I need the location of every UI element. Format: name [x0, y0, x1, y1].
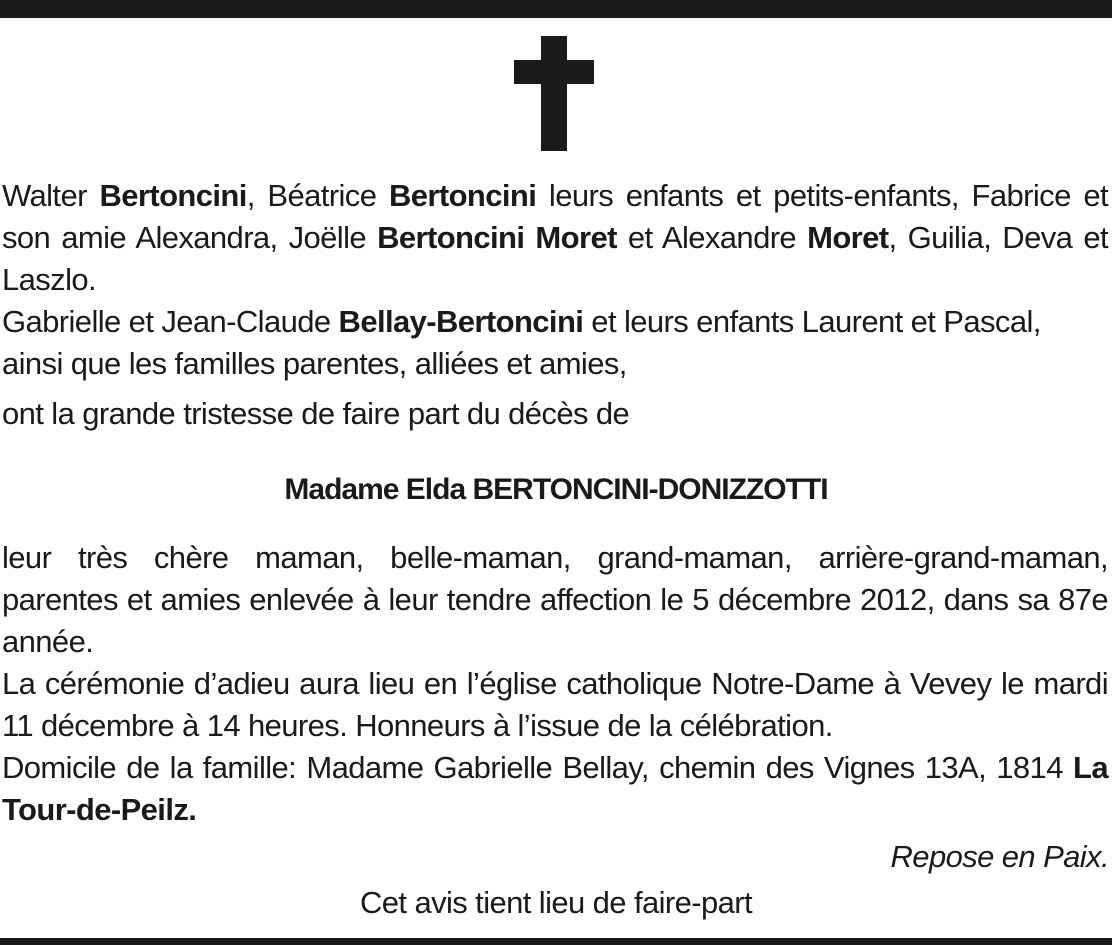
announcer-surname-4: Moret [807, 220, 889, 255]
family-text-1: Gabrielle et Jean-Claude [2, 304, 339, 339]
cross-vertical-bar [541, 36, 567, 151]
latin-cross-icon [514, 36, 594, 151]
description-paragraph: leur très chère maman, belle-maman, grand-maman, arrière-grand-maman, parentes et amies enlevée à leur tendre affection le 5 décembre 2012, dans sa 87e année. [2, 540, 1108, 659]
family-surname: Bellay-Bertoncini [338, 304, 584, 339]
family-paragraph [2, 301, 1108, 385]
announcers-text-5: , Guilia, Deva et Laszlo. [2, 220, 1108, 297]
announcers-paragraph [2, 175, 1108, 301]
top-rule [0, 0, 1112, 18]
announcers-text-1: Walter [2, 178, 100, 213]
announcers-text-4: et Alexandre [616, 220, 808, 255]
domicile-paragraph [2, 747, 1108, 831]
announcer-surname-3: Bertoncini Moret [377, 220, 617, 255]
footer-note: Cet avis tient lieu de faire-part [359, 885, 752, 920]
closing-line: Repose en Paix. [890, 839, 1109, 874]
deceased-name: Madame Elda BERTONCINI-DONIZZOTTI [284, 473, 828, 506]
ceremony-paragraph: La cérémonie d’adieu aura lieu en l’église catholique Notre-Dame à Vevey le mardi 11 décembre à 14 heures. Honneurs à l’issue de la célébration. [2, 666, 1108, 743]
announcers-text-3: leurs enfants et petits-enfants, Fabrice et son amie Alexandra, Joëlle [2, 178, 1109, 255]
family-text-2: et leurs enfants Laurent et Pascal, ainsi que les familles parentes, alliées et amies, [2, 304, 1041, 381]
cross-horizontal-bar [514, 60, 594, 84]
announcers-text-2: , Béatrice [246, 178, 389, 213]
intro-line: ont la grande tristesse de faire part du décès de [2, 396, 630, 431]
domicile-text: Domicile de la famille: Madame Gabrielle Bellay, chemin des Vignes 13A, 1814 [2, 750, 1074, 785]
announcer-surname-1: Bertoncini [99, 178, 247, 213]
domicile-place: La Tour-de-Peilz. [2, 750, 1108, 827]
announcer-surname-2: Bertoncini [388, 178, 537, 213]
bottom-rule [0, 938, 1112, 945]
